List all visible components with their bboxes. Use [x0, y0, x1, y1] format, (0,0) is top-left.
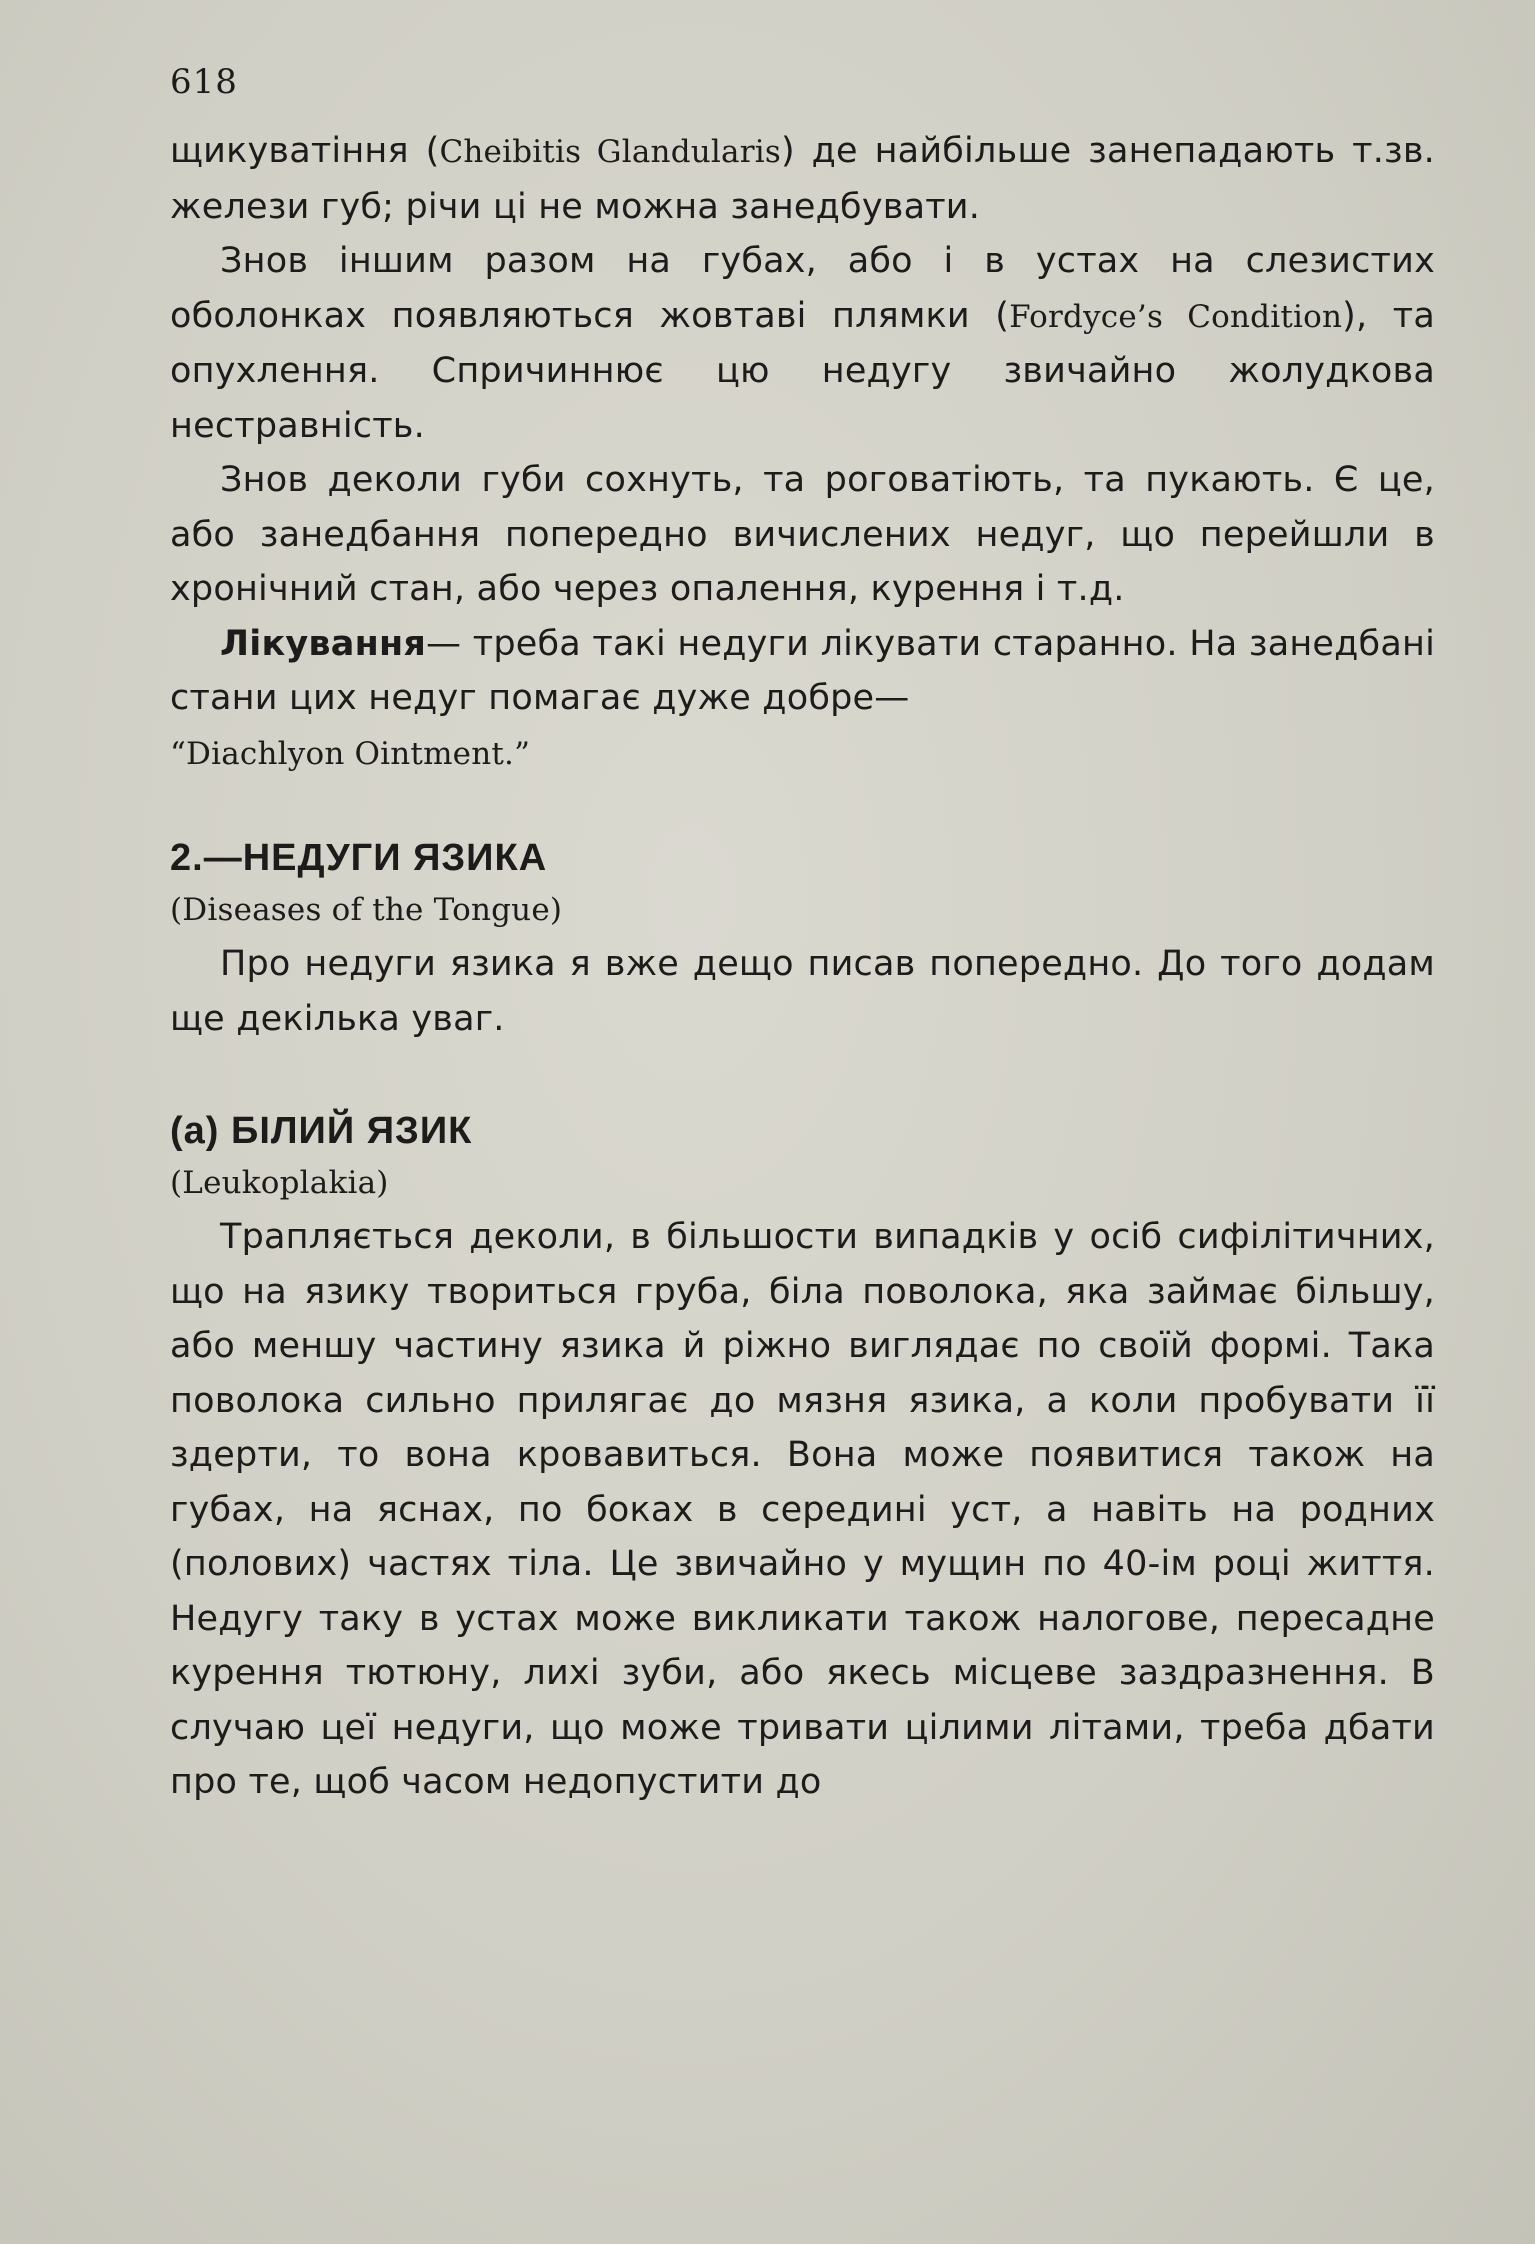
treatment-label: Лікування [220, 623, 427, 664]
section-subheading-tongue: (Diseases of the Tongue) [170, 892, 563, 928]
paragraph-leukoplakia: Трапляється деколи, в більшости випадків у осіб сифілітичних, що на язику твориться груба, біла поволока, яка займає більшу, або меншу частину язика й ріжно виглядає по своїй формі. Така поволока сильно прилягає до мязня язика, а коли пробувати її здерти, то вона кровавиться. Вона може появитися також на губах, на яснах, по боках в середині уст, а навіть на родних (полових) частях тіла. Це звичайно у мущин по 40-ім році життя. Недугу таку в устах може викликати також налогове, пересадне курення тютюну, лихі зуби, або якесь місцеве заздразнення. В случаю цеї недуги, що може тривати цілими літами, треба дбати про те, щоб часом недопустити до [170, 1217, 1435, 1802]
paragraph-dry-lips: Знов деколи губи сохнуть, та роговатіють, та пукають. Є це, або занедбання попередно вичислених недуг, що перейшли в хронічний стан, або через опалення, курення і т.д. [170, 460, 1435, 609]
section-subheading-leukoplakia: (Leukoplakia) [170, 1165, 389, 1201]
latin-term: Cheibitis Glandularis [439, 134, 781, 170]
page-body [170, 124, 1435, 1810]
paragraph-text: Знов іншим разом на губах, або і в устах на слезистих оболонках появляються жовтаві плямки ( [170, 241, 1435, 336]
latin-term: Fordyce’s Condition [1009, 298, 1343, 335]
paragraph-text: ), та опухлення. Спричиннює цю недугу звичайно жолудкова нестравність. [170, 295, 1435, 446]
paragraph-treatment [170, 617, 1435, 782]
section-heading-leukoplakia: (a) БІЛИЙ ЯЗИК [170, 1110, 473, 1152]
paragraph-text: щикуватіння ( [170, 131, 440, 171]
paragraph-text: — треба такі недуги лікувати старанно. На занедбані стани цих недуг помагає дуже добре— [170, 623, 1435, 718]
section-heading-tongue: 2.—НЕДУГИ ЯЗИКА [170, 837, 548, 879]
paragraph-fordyce [170, 234, 1435, 453]
paragraph-text: ) де найбільше занепадають т.зв. желези губ; річи ці не можна занедбувати. [170, 131, 1435, 227]
latin-term: “Diachlyon Ointment.” [170, 735, 531, 772]
paragraph-cheilitis [170, 124, 1435, 234]
page-number: 618 [170, 62, 238, 102]
paragraph-tongue-intro: Про недуги язика я вже дещо писав попередно. До того додам ще декілька уваг. [170, 944, 1435, 1039]
